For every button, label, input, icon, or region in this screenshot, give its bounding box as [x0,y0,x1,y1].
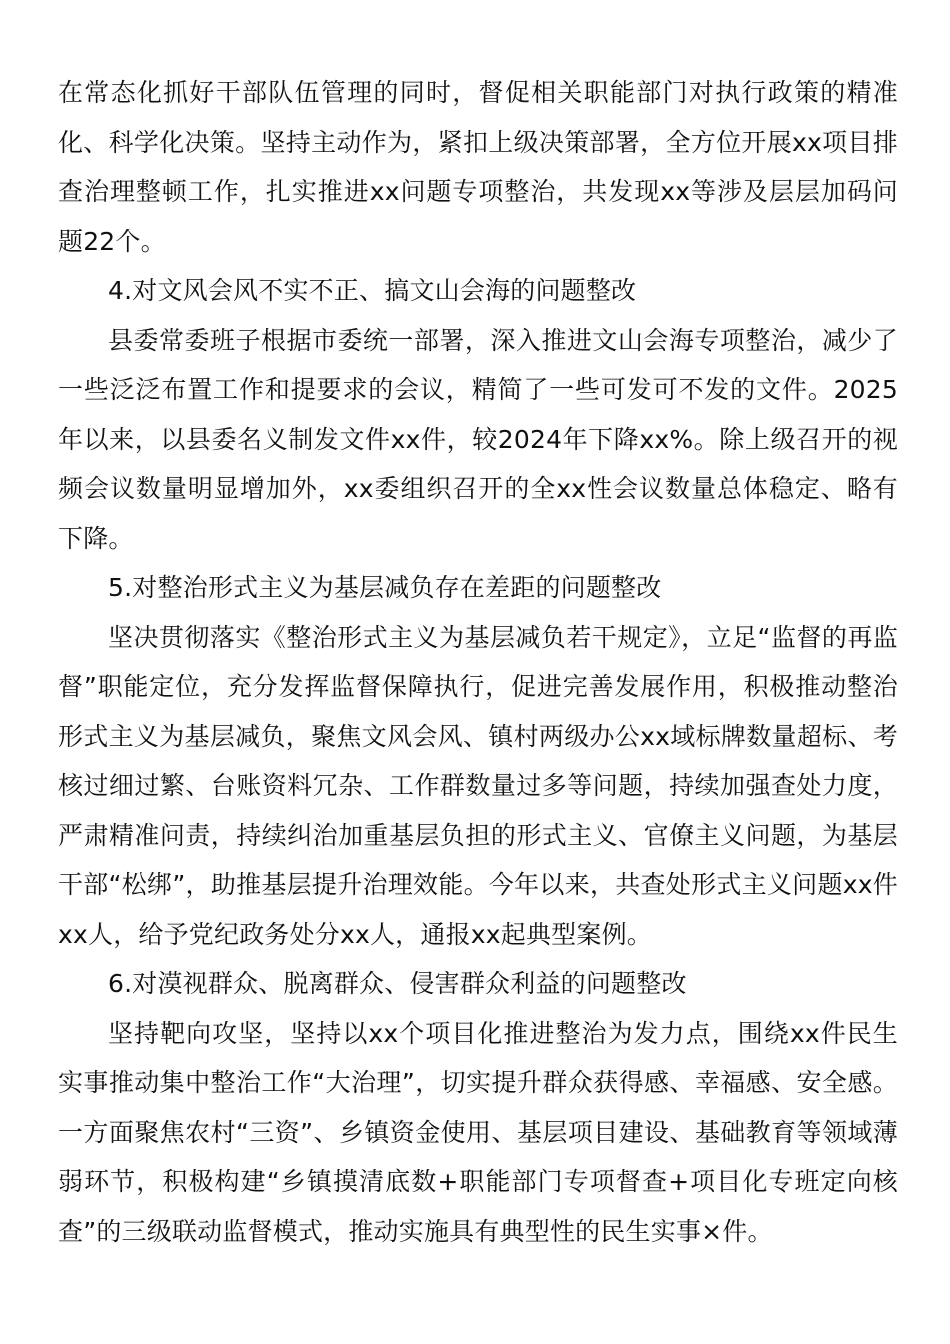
paragraph-meetings-documents: 县委常委班子根据市委统一部署，深入推进文山会海专项整治，减少了一些泛泛布置工作和提要求的会议，精简了一些可发可不发的文件。2025年以来，以县委名义制发文件xx件，较2024年下降xx%。除上级召开的视频会议数量明显增加外，xx委组织召开的全xx性会议数量总体稳定、略有下降。 [58,325,898,553]
paragraph-formalism-burden: 坚决贯彻落实《整治形式主义为基层减负若干规定》，立足“监督的再监督”职能定位，充分发挥监督保障执行，促进完善发展作用，积极推动整治形式主义为基层减负，聚焦文风会风、镇村两级办公xx域标牌数量超标、考核过细过繁、台账资料冗杂、工作群数量过多等问题，持续加强查处力度，严肃精准问责，持续纠治加重基层负担的形式主义、官僚主义问题，为基层干部“松绑”，助推基层提升治理效能。今年以来，共查处形式主义问题xx件xx人，给予党纪政务处分xx人，通报xx起典型案例。 [58,622,898,949]
document-body [58,68,898,1256]
section-heading-4: 4.对文风会风不实不正、搞文山会海的问题整改 [108,276,637,305]
paragraph-mass-interests: 坚持靶向攻坚，坚持以xx个项目化推进整治为发力点，围绕xx件民生实事推动集中整治工作“大治理”，切实提升群众获得感、幸福感、安全感。一方面聚焦农村“三资”、乡镇资金使用、基层项目建设、基础教育等领域薄弱环节，积极构建“乡镇摸清底数+职能部门专项督查+项目化专班定向核查”的三级联动监督模式，推动实施具有典型性的民生实事×件。 [58,1018,898,1246]
section-heading-6: 6.对漠视群众、脱离群众、侵害群众利益的问题整改 [108,969,687,998]
paragraph-cadre-management: 在常态化抓好干部队伍管理的同时，督促相关职能部门对执行政策的精准化、科学化决策。坚持主动作为，紧扣上级决策部署，全方位开展xx项目排查治理整顿工作，扎实推进xx问题专项整治，共发现xx等涉及层层加码问题22个。 [58,78,898,256]
section-heading-5: 5.对整治形式主义为基层减负存在差距的问题整改 [108,573,662,602]
